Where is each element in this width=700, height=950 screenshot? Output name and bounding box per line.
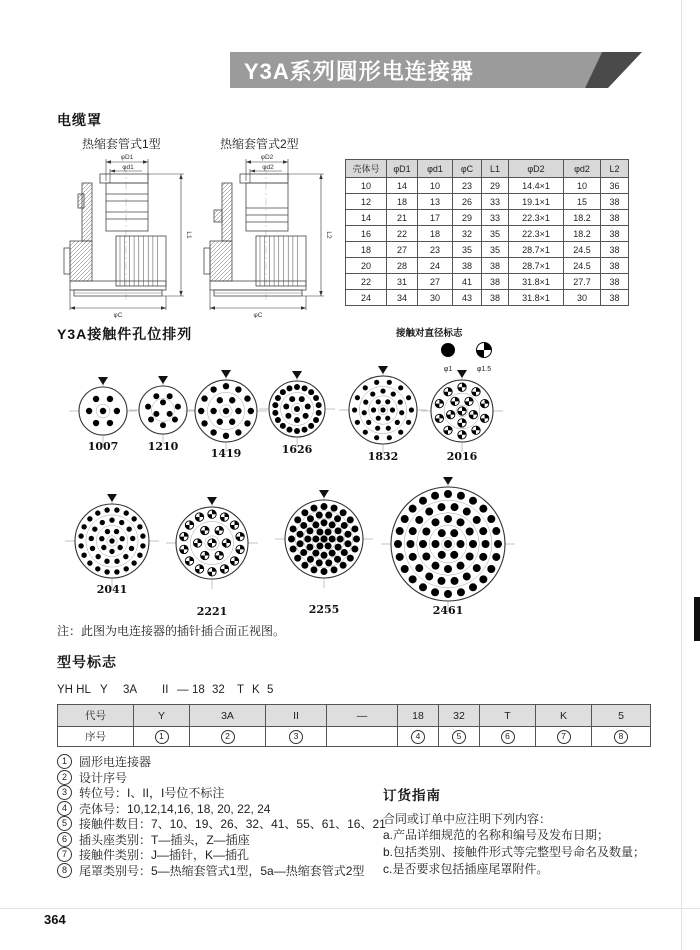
circled-number: 4	[57, 801, 72, 816]
model-code-cell: 5	[592, 705, 651, 727]
spec-row	[346, 274, 629, 290]
circled-number: 5	[57, 816, 72, 831]
model-legend-item	[57, 832, 387, 848]
serial-row-label: 序号	[58, 727, 134, 747]
spec-cell: 35	[482, 226, 509, 242]
model-legend-text: 尾罩类别号：5—热缩套管式1型，5a—热缩套管式2型	[79, 863, 365, 878]
spec-cell: 23	[418, 242, 453, 258]
spec-cell: 31.8×1	[509, 274, 564, 290]
model-legend-text: 转位号：I、II，I号位不标注	[79, 786, 225, 801]
model-code-cell: 32	[439, 705, 480, 727]
spec-col-header: L1	[482, 160, 509, 178]
svg-text:φd2: φd2	[262, 164, 274, 171]
model-legend-item	[57, 754, 387, 770]
model-code-cell: II	[266, 705, 327, 727]
circled-serial: 1	[155, 730, 169, 744]
model-code-row	[58, 705, 651, 727]
circled-number: 2	[57, 770, 72, 785]
spec-cell: 18	[387, 194, 418, 210]
spec-row	[346, 226, 629, 242]
spec-col-header: φd2	[564, 160, 601, 178]
svg-text:φC: φC	[113, 312, 123, 318]
spec-cell: 14	[387, 178, 418, 194]
model-designation-line	[57, 684, 357, 698]
model-token: 18	[192, 684, 205, 696]
connector-label: 2255	[308, 603, 340, 616]
spec-col-header: φC	[453, 160, 482, 178]
spec-cell: 22.3×1	[509, 226, 564, 242]
model-legend-text: 接触件类别：J—插针，K—插孔	[79, 848, 250, 863]
spec-cell: 38	[601, 274, 629, 290]
spec-cell: 28.7×1	[509, 258, 564, 274]
page-edge-vertical-line	[681, 0, 682, 950]
model-serial-cell	[266, 727, 327, 747]
circled-number: 1	[57, 754, 72, 769]
page-edge-horizontal-line	[0, 908, 700, 909]
svg-text:L1: L1	[185, 231, 192, 239]
model-token: —	[177, 684, 189, 696]
spec-cell: 35	[453, 242, 482, 258]
spec-cell: 14	[346, 210, 387, 226]
spec-cell: 38	[601, 226, 629, 242]
spec-cell: 22.3×1	[509, 210, 564, 226]
model-token: K	[252, 684, 260, 696]
spec-cell: 31	[387, 274, 418, 290]
circled-serial: 3	[289, 730, 303, 744]
spec-cell: 22	[387, 226, 418, 242]
pin-layout-note: 注：此图为电连接器的插针插合面正视图。	[57, 624, 286, 638]
spec-cell: 27.7	[564, 274, 601, 290]
connector-diagram-2221	[164, 495, 260, 591]
circled-number: 8	[57, 863, 72, 878]
spec-cell: 21	[387, 210, 418, 226]
spec-cell: 10	[564, 178, 601, 194]
spec-cell: 38	[601, 290, 629, 306]
model-legend-item	[57, 816, 387, 832]
svg-text:φD2: φD2	[260, 154, 274, 161]
model-legend-item	[57, 801, 387, 817]
cable-cover-heading: 电缆罩	[57, 112, 102, 128]
circled-serial: 6	[501, 730, 515, 744]
spec-cell: 18.2	[564, 226, 601, 242]
spec-cell: 22	[346, 274, 387, 290]
circled-serial: 8	[614, 730, 628, 744]
spec-cell: 13	[418, 194, 453, 210]
spec-cell: 38	[601, 194, 629, 210]
spec-cell: 10	[418, 178, 453, 194]
svg-text:φ1: φ1	[443, 366, 453, 373]
model-serial-cell	[592, 727, 651, 747]
connector-label: 1007	[87, 440, 119, 453]
spec-row	[346, 242, 629, 258]
model-token: 32	[212, 684, 225, 696]
ordering-guide-list	[383, 827, 683, 878]
model-serial-cell	[327, 727, 398, 747]
page-title: Y3A系列圆形电连接器	[244, 59, 474, 84]
circled-number: 3	[57, 785, 72, 800]
spec-cell: 10	[346, 178, 387, 194]
spec-row	[346, 194, 629, 210]
spec-cell: 30	[418, 290, 453, 306]
spec-cell: 24	[418, 258, 453, 274]
spec-cell: 16	[346, 226, 387, 242]
spec-cell: 18.2	[564, 210, 601, 226]
model-code-cell: —	[327, 705, 398, 727]
spec-cell: 29	[482, 178, 509, 194]
spec-cell: 38	[482, 274, 509, 290]
spec-col-header: φD2	[509, 160, 564, 178]
spec-col-header: φd1	[418, 160, 453, 178]
spec-cell: 36	[601, 178, 629, 194]
model-prefix: YH HL	[57, 684, 91, 696]
circled-serial: 2	[221, 730, 235, 744]
model-token: Y	[100, 684, 108, 696]
cable-cover-drawing-type2	[198, 150, 338, 318]
model-serial-cell	[439, 727, 480, 747]
spec-row	[346, 210, 629, 226]
spec-cell: 29	[453, 210, 482, 226]
model-code-cell: 18	[398, 705, 439, 727]
contact-diameter-legend-title: 接触对直径标志	[396, 328, 463, 339]
drawing1-caption: 热缩套管式1型	[82, 137, 161, 151]
spec-cell: 24.5	[564, 242, 601, 258]
model-legend-item	[57, 770, 387, 786]
model-code-cell: Y	[134, 705, 190, 727]
model-legend-item	[57, 785, 387, 801]
connector-diagram-2016	[419, 368, 505, 454]
ordering-item: a.产品详细规范的名称和编号及发布日期；	[383, 828, 610, 842]
spec-cell: 20	[346, 258, 387, 274]
connector-diagram-1832	[337, 364, 429, 456]
circled-serial: 4	[411, 730, 425, 744]
title-banner	[228, 51, 648, 91]
ordering-item: b.包括类别、接触件形式等完整型号命名及数量；	[383, 845, 646, 859]
connector-label: 1419	[210, 447, 242, 460]
spec-cell: 38	[482, 290, 509, 306]
spec-cell: 35	[482, 242, 509, 258]
model-serial-cell	[536, 727, 592, 747]
spec-cell: 33	[482, 210, 509, 226]
spec-cell: 15	[564, 194, 601, 210]
spec-row	[346, 290, 629, 306]
spec-cell: 38	[601, 258, 629, 274]
shell-spec-table	[345, 159, 629, 306]
spec-col-header: 壳体号	[346, 160, 387, 178]
ordering-item: c.是否要求包括插座尾罩附件。	[383, 862, 549, 876]
model-token: 3A	[123, 684, 138, 696]
connector-diagram-1626	[257, 369, 337, 449]
spec-cell: 27	[418, 274, 453, 290]
connector-label: 1832	[367, 450, 399, 463]
page-number: 364	[44, 912, 66, 927]
circled-serial: 7	[557, 730, 571, 744]
svg-text:L2: L2	[325, 231, 332, 239]
model-legend-list	[57, 754, 387, 878]
cable-cover-drawing-type1	[58, 150, 198, 318]
model-token: II	[162, 684, 169, 696]
model-code-table	[57, 704, 651, 747]
svg-text:φC: φC	[253, 312, 263, 318]
model-legend-text: 壳体号：10,12,14,16, 18, 20, 22, 24	[79, 801, 271, 816]
model-serial-cell	[398, 727, 439, 747]
spec-cell: 18	[418, 226, 453, 242]
spec-col-header: L2	[601, 160, 629, 178]
spec-cell: 24	[346, 290, 387, 306]
model-legend-text: 插头座类别：T—插头，Z—插座	[79, 832, 250, 847]
ordering-guide-heading: 订货指南	[383, 788, 441, 803]
model-serial-row	[58, 727, 651, 747]
model-legend-item	[57, 847, 387, 863]
code-row-label: 代号	[58, 705, 134, 727]
page-edge-index-tab	[694, 597, 700, 641]
spec-cell: 41	[453, 274, 482, 290]
model-legend-text: 圆形电连接器	[79, 755, 152, 770]
connector-diagram-2041	[63, 492, 161, 590]
spec-cell: 19.1×1	[509, 194, 564, 210]
connector-label: 2461	[432, 604, 464, 617]
model-serial-cell	[480, 727, 536, 747]
model-serial-cell	[190, 727, 266, 747]
model-token: T	[237, 684, 245, 696]
spec-cell: 38	[453, 258, 482, 274]
spec-cell: 26	[453, 194, 482, 210]
spec-col-header: φD1	[387, 160, 418, 178]
spec-row	[346, 178, 629, 194]
circled-serial: 5	[452, 730, 466, 744]
spec-cell: 28.7×1	[509, 242, 564, 258]
connector-label: 2041	[96, 583, 128, 596]
model-code-cell: 3A	[190, 705, 266, 727]
model-code-cell: T	[480, 705, 536, 727]
spec-row	[346, 258, 629, 274]
svg-text:φd1: φd1	[122, 164, 134, 171]
spec-cell: 34	[387, 290, 418, 306]
spec-cell: 28	[387, 258, 418, 274]
spec-cell: 38	[482, 258, 509, 274]
model-token: 5	[267, 684, 274, 696]
spec-cell: 17	[418, 210, 453, 226]
drawing2-caption: 热缩套管式2型	[220, 137, 299, 151]
pin-layout-heading: Y3A接触件孔位排列	[57, 326, 193, 342]
connector-label: 2221	[196, 605, 228, 618]
spec-cell: 43	[453, 290, 482, 306]
connector-label: 1210	[147, 440, 179, 453]
spec-cell: 32	[453, 226, 482, 242]
spec-cell: 38	[601, 210, 629, 226]
spec-cell: 30	[564, 290, 601, 306]
svg-text:φD1: φD1	[120, 154, 134, 161]
spec-cell: 27	[387, 242, 418, 258]
model-legend-item	[57, 863, 387, 879]
spec-cell: 23	[453, 178, 482, 194]
svg-text:φ1.5: φ1.5	[476, 366, 492, 373]
spec-cell: 12	[346, 194, 387, 210]
model-mark-heading: 型号标志	[57, 654, 117, 670]
connector-label: 1626	[281, 443, 313, 456]
model-legend-text: 设计序号	[79, 770, 128, 785]
circled-number: 7	[57, 847, 72, 862]
spec-cell: 31.8×1	[509, 290, 564, 306]
connector-diagram-2255	[273, 488, 375, 590]
model-legend-text: 接触件数目：7、10、19、26、32、41、55、61、16、21	[79, 817, 386, 832]
spec-cell: 14.4×1	[509, 178, 564, 194]
spec-cell: 18	[346, 242, 387, 258]
model-serial-cell	[134, 727, 190, 747]
ordering-guide-intro: 合同或订单中应注明下列内容：	[383, 812, 552, 826]
connector-diagram-2461	[379, 475, 517, 613]
model-code-cell: K	[536, 705, 592, 727]
spec-cell: 33	[482, 194, 509, 210]
spec-cell: 24.5	[564, 258, 601, 274]
connector-label: 2016	[446, 450, 478, 463]
spec-header-row	[346, 160, 629, 178]
circled-number: 6	[57, 832, 72, 847]
spec-cell: 38	[601, 242, 629, 258]
